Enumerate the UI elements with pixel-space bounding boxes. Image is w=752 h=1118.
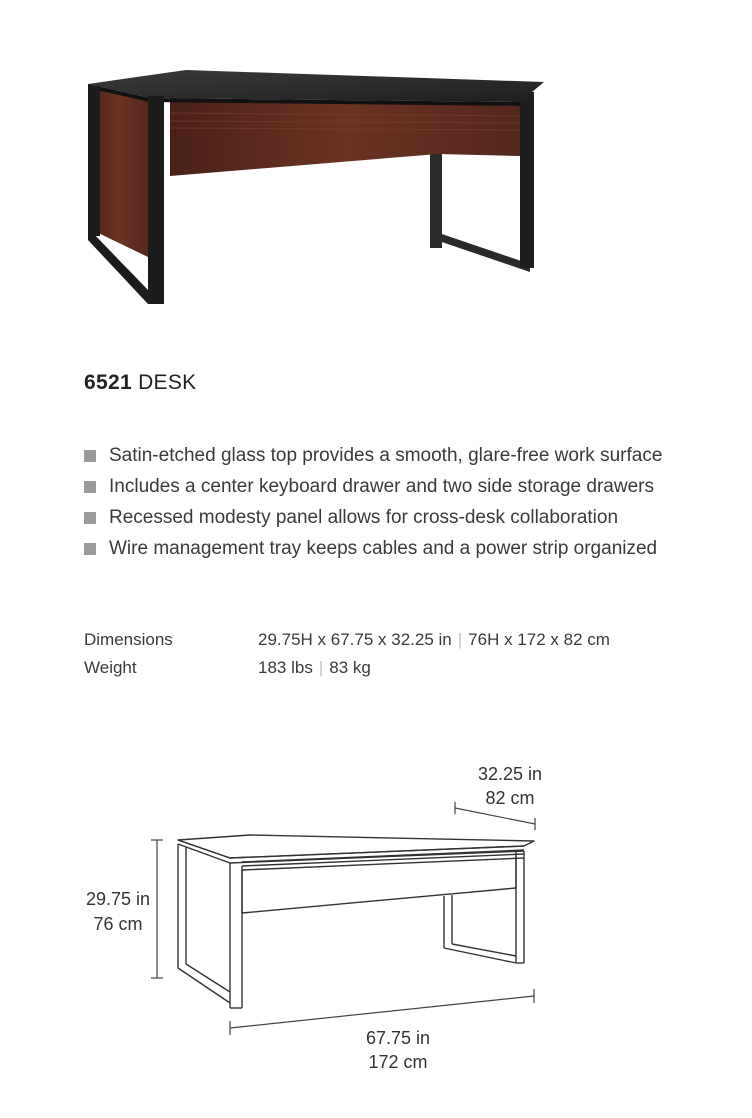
dimensions-metric: 76H x 172 x 82 cm — [468, 630, 610, 649]
width-label-cm: 172 cm — [368, 1052, 428, 1072]
square-bullet-icon — [84, 512, 96, 524]
list-item — [84, 502, 662, 533]
depth-label-in: 32.25 in — [477, 764, 543, 784]
desk-line-drawing — [178, 835, 534, 1008]
list-item — [84, 533, 662, 564]
height-label-cm: 76 cm — [93, 914, 143, 934]
weight-label: Weight — [84, 658, 137, 677]
depth-label-cm: 82 cm — [485, 788, 535, 808]
divider: | — [457, 630, 463, 649]
square-bullet-icon — [84, 543, 96, 555]
square-bullet-icon — [84, 450, 96, 462]
feature-list — [84, 440, 662, 564]
product-title — [84, 371, 196, 395]
list-item — [84, 471, 662, 502]
model-number: 6521 — [84, 371, 132, 394]
width-label-in: 67.75 in — [365, 1028, 431, 1048]
weight-metric: 83 kg — [329, 658, 371, 677]
dimension-diagram — [78, 758, 678, 1078]
feature-text: Wire management tray keeps cables and a power strip organized — [109, 537, 658, 559]
feature-text: Includes a center keyboard drawer and two side storage drawers — [109, 475, 654, 497]
height-label-in: 29.75 in — [85, 889, 151, 909]
dimensions-row — [84, 630, 610, 650]
list-item — [84, 440, 662, 471]
weight-row — [84, 658, 371, 678]
desk-product-image — [78, 58, 558, 320]
dimensions-imperial: 29.75H x 67.75 x 32.25 in — [258, 630, 452, 649]
height-dimension-line — [151, 840, 163, 978]
square-bullet-icon — [84, 481, 96, 493]
dimensions-label: Dimensions — [84, 630, 173, 649]
product-name: DESK — [138, 371, 197, 394]
weight-imperial: 183 lbs — [258, 658, 313, 677]
feature-text: Satin-etched glass top provides a smooth, glare-free work surface — [109, 444, 663, 466]
feature-text: Recessed modesty panel allows for cross-desk collaboration — [109, 506, 619, 528]
divider: | — [318, 658, 324, 677]
